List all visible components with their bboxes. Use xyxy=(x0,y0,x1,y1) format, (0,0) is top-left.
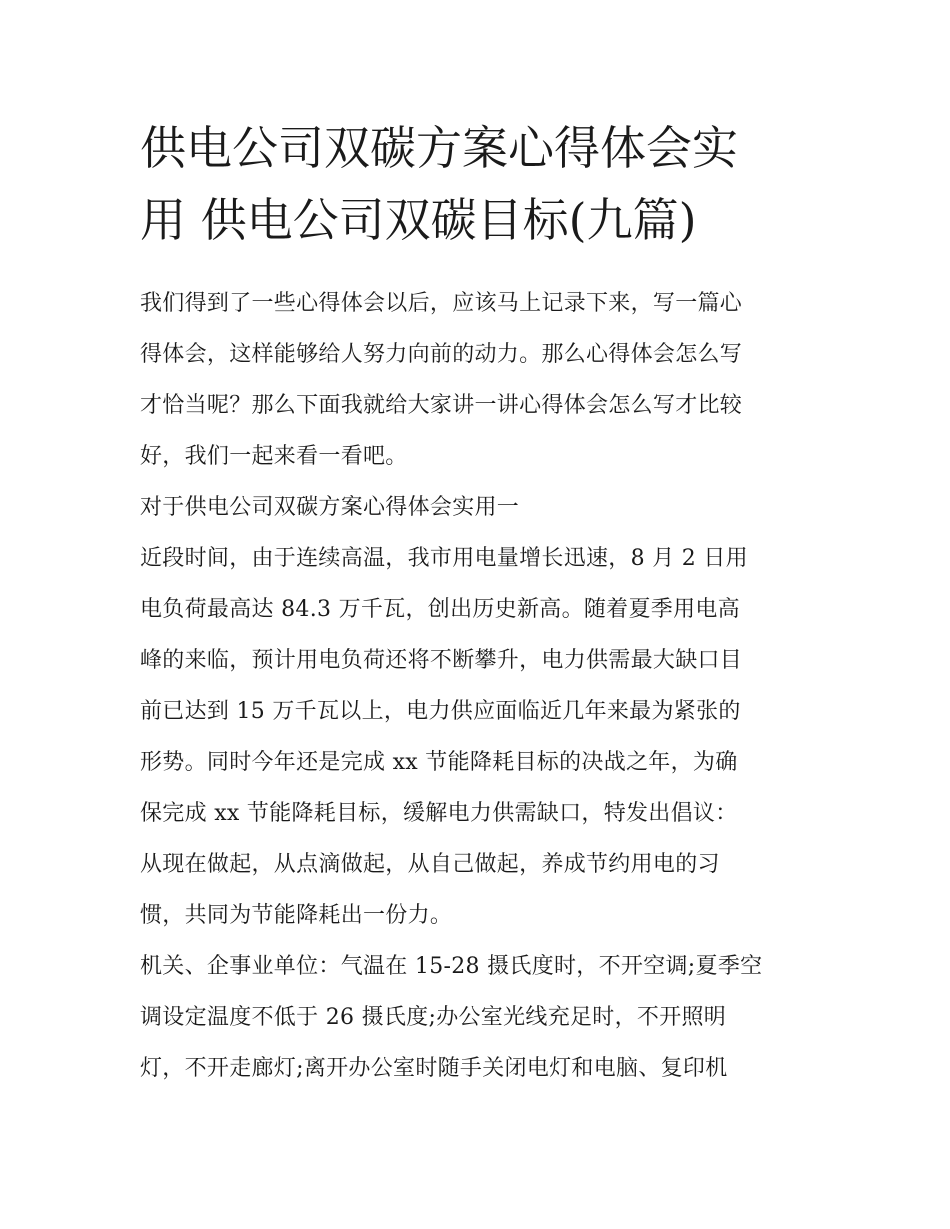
body-line: 我们得到了一些心得体会以后，应该马上记录下来，写一篇心 xyxy=(140,291,743,316)
body-line: 前已达到 15 万千瓦以上，电力供应面临近几年来最为紧张的 xyxy=(140,699,741,724)
section-heading: 对于供电公司双碳方案心得体会实用一 xyxy=(140,495,520,520)
title-line-1: 供电公司双碳方案心得体会实 xyxy=(140,121,738,175)
body-line: 得体会，这样能够给人努力向前的动力。那么心得体会怎么写 xyxy=(140,342,743,367)
title-line-2: 用 供电公司双碳目标(九篇) xyxy=(140,193,697,247)
document-title xyxy=(140,112,830,256)
body-line: 保完成 xx 节能降耗目标，缓解电力供需缺口，特发出倡议： xyxy=(140,801,738,826)
body-line: 好，我们一起来看一看吧。 xyxy=(140,444,408,469)
body-line: 灯，不开走廊灯;离开办公室时随手关闭电灯和电脑、复印机 xyxy=(140,1056,728,1081)
body-line: 电负荷最高达 84.3 万千瓦，创出历史新高。随着夏季用电高 xyxy=(140,597,740,622)
body-line: 调设定温度不低于 26 摄氏度;办公室光线充足时，不开照明 xyxy=(140,1005,727,1030)
body-line: 从现在做起，从点滴做起，从自己做起，养成节约用电的习 xyxy=(140,852,720,877)
body-line: 峰的来临，预计用电负荷还将不断攀升，电力供需最大缺口目 xyxy=(140,648,743,673)
body-line: 惯，共同为节能降耗出一份力。 xyxy=(140,903,453,928)
body-line: 才恰当呢？那么下面我就给大家讲一讲心得体会怎么写才比较 xyxy=(140,393,743,418)
body-line: 机关、企事业单位：气温在 15-28 摄氏度时，不开空调;夏季空 xyxy=(140,954,763,979)
body-line: 近段时间，由于连续高温，我市用电量增长迅速，8 月 2 日用 xyxy=(140,546,748,571)
body-line: 形势。同时今年还是完成 xx 节能降耗目标的决战之年，为确 xyxy=(140,750,738,775)
document-body xyxy=(140,278,830,1094)
